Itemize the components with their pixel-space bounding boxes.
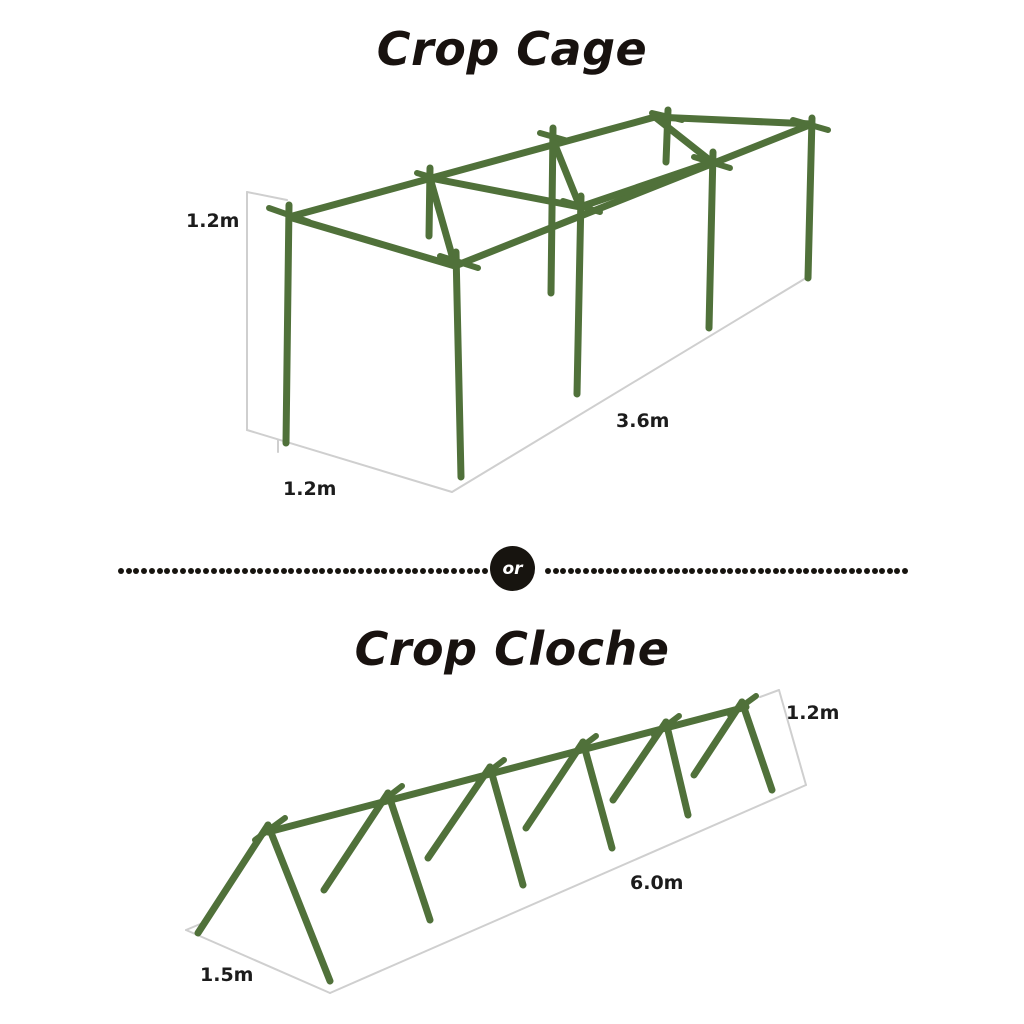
divider-dot	[773, 568, 779, 574]
divider-dot	[420, 568, 426, 574]
cage-post-back-right	[808, 118, 812, 278]
divider-dot	[727, 568, 733, 574]
divider-dot	[834, 568, 840, 574]
divider-dot	[381, 568, 387, 574]
cage-post-front-left	[286, 205, 289, 443]
divider-dot	[697, 568, 703, 574]
divider-dot	[219, 568, 225, 574]
divider-dot	[157, 568, 163, 574]
divider-dot	[818, 568, 824, 574]
cage-post-back-mid	[551, 128, 553, 293]
divider-dot	[864, 568, 870, 574]
cage-tie-6	[540, 133, 568, 141]
divider-dot	[750, 568, 756, 574]
cloche-leg-5-back	[666, 722, 688, 815]
divider-dot	[659, 568, 665, 574]
divider-dot	[180, 568, 186, 574]
divider-dot	[126, 568, 132, 574]
divider-dot	[872, 568, 878, 574]
divider-dot	[358, 568, 364, 574]
divider-dot	[621, 568, 627, 574]
cloche-leg-6-back	[742, 702, 772, 790]
divider-dot	[545, 568, 551, 574]
divider-dot	[811, 568, 817, 574]
cage-cross-rail-2b	[580, 162, 712, 207]
divider-dot	[613, 568, 619, 574]
cloche-length-label: 6.0m	[630, 872, 684, 894]
divider-dot	[560, 568, 566, 574]
divider-dot	[682, 568, 688, 574]
divider-dot	[894, 568, 900, 574]
divider-dot	[879, 568, 885, 574]
divider-dot	[312, 568, 318, 574]
divider-dot	[296, 568, 302, 574]
cage-post-mid	[577, 196, 581, 394]
divider-dot	[211, 568, 217, 574]
cage-length-dimension-line	[452, 278, 806, 492]
cloche-height-tick-top	[760, 690, 779, 697]
cage-height-label: 1.2m	[186, 210, 240, 232]
cage-post-front-mid	[456, 252, 461, 477]
divider-dot	[689, 568, 695, 574]
divider-dot	[735, 568, 741, 574]
divider-dot	[636, 568, 642, 574]
crop-cloche-title: Crop Cloche	[354, 622, 670, 676]
divider-dot	[234, 568, 240, 574]
divider-dot	[273, 568, 279, 574]
divider-dot	[482, 568, 488, 574]
divider-dot	[374, 568, 380, 574]
divider-dot	[849, 568, 855, 574]
divider-dot	[780, 568, 786, 574]
divider-dot	[758, 568, 764, 574]
divider-dot	[265, 568, 271, 574]
cage-post-right	[709, 152, 713, 328]
divider-dot	[651, 568, 657, 574]
divider-dot	[242, 568, 248, 574]
cloche-leg-1-back	[268, 825, 330, 981]
cage-height-tick-top	[247, 192, 287, 200]
divider-dot	[841, 568, 847, 574]
divider-dot	[474, 568, 480, 574]
divider-dot	[288, 568, 294, 574]
cage-frame	[269, 110, 828, 477]
divider-dot	[195, 568, 201, 574]
divider-dot	[172, 568, 178, 574]
divider-dot	[583, 568, 589, 574]
divider-dot	[281, 568, 287, 574]
divider-dot	[467, 568, 473, 574]
divider-dot	[667, 568, 673, 574]
divider-dot	[902, 568, 908, 574]
divider-dot	[188, 568, 194, 574]
divider-dot	[803, 568, 809, 574]
divider-dot	[164, 568, 170, 574]
divider-dot	[141, 568, 147, 574]
cloche-leg-3-back	[490, 767, 523, 885]
divider-dot	[887, 568, 893, 574]
divider-dot	[350, 568, 356, 574]
cloche-width-label: 1.5m	[200, 964, 254, 986]
divider-dot	[335, 568, 341, 574]
divider-dot	[203, 568, 209, 574]
divider-dot	[742, 568, 748, 574]
divider-dot	[826, 568, 832, 574]
cloche-leg-4-back	[583, 742, 612, 848]
divider-dot	[712, 568, 718, 574]
divider-dot	[366, 568, 372, 574]
cloche-dimension-lines	[186, 690, 806, 993]
divider-dot	[606, 568, 612, 574]
divider-dot	[343, 568, 349, 574]
divider-dot	[304, 568, 310, 574]
divider-dot	[428, 568, 434, 574]
divider-dot	[568, 568, 574, 574]
or-badge: or	[490, 546, 535, 591]
divider-dot	[451, 568, 457, 574]
cage-length-label: 3.6m	[616, 410, 670, 432]
divider-dot	[149, 568, 155, 574]
cage-width-label: 1.2m	[283, 478, 337, 500]
divider-dot	[405, 568, 411, 574]
divider-dot	[319, 568, 325, 574]
divider-dot	[644, 568, 650, 574]
divider-dot	[598, 568, 604, 574]
cage-cross-rail-2	[553, 140, 580, 207]
divider-dot	[705, 568, 711, 574]
section-divider	[0, 528, 1024, 600]
divider-dot	[226, 568, 232, 574]
divider-dot	[327, 568, 333, 574]
divider-dot	[257, 568, 263, 574]
divider-dot	[133, 568, 139, 574]
divider-dot	[765, 568, 771, 574]
divider-dot	[629, 568, 635, 574]
divider-dot	[250, 568, 256, 574]
divider-dot	[389, 568, 395, 574]
divider-dot	[674, 568, 680, 574]
crop-cage-title: Crop Cage	[376, 22, 648, 76]
divider-dot	[788, 568, 794, 574]
cloche-height-label: 1.2m	[786, 702, 840, 724]
divider-dot	[575, 568, 581, 574]
cage-cross-rail-1	[430, 178, 455, 266]
divider-dot	[397, 568, 403, 574]
divider-dot	[459, 568, 465, 574]
divider-dot	[796, 568, 802, 574]
divider-dot	[720, 568, 726, 574]
divider-dot	[553, 568, 559, 574]
cage-inner-rail-a	[430, 178, 580, 207]
divider-dot	[591, 568, 597, 574]
divider-dot	[412, 568, 418, 574]
cloche-leg-2-back	[388, 793, 430, 920]
cloche-length-dimension-line	[330, 785, 806, 993]
divider-dot	[856, 568, 862, 574]
crop-cloche-panel	[0, 600, 1024, 1024]
divider-dot	[436, 568, 442, 574]
divider-dot	[443, 568, 449, 574]
divider-dot	[118, 568, 124, 574]
